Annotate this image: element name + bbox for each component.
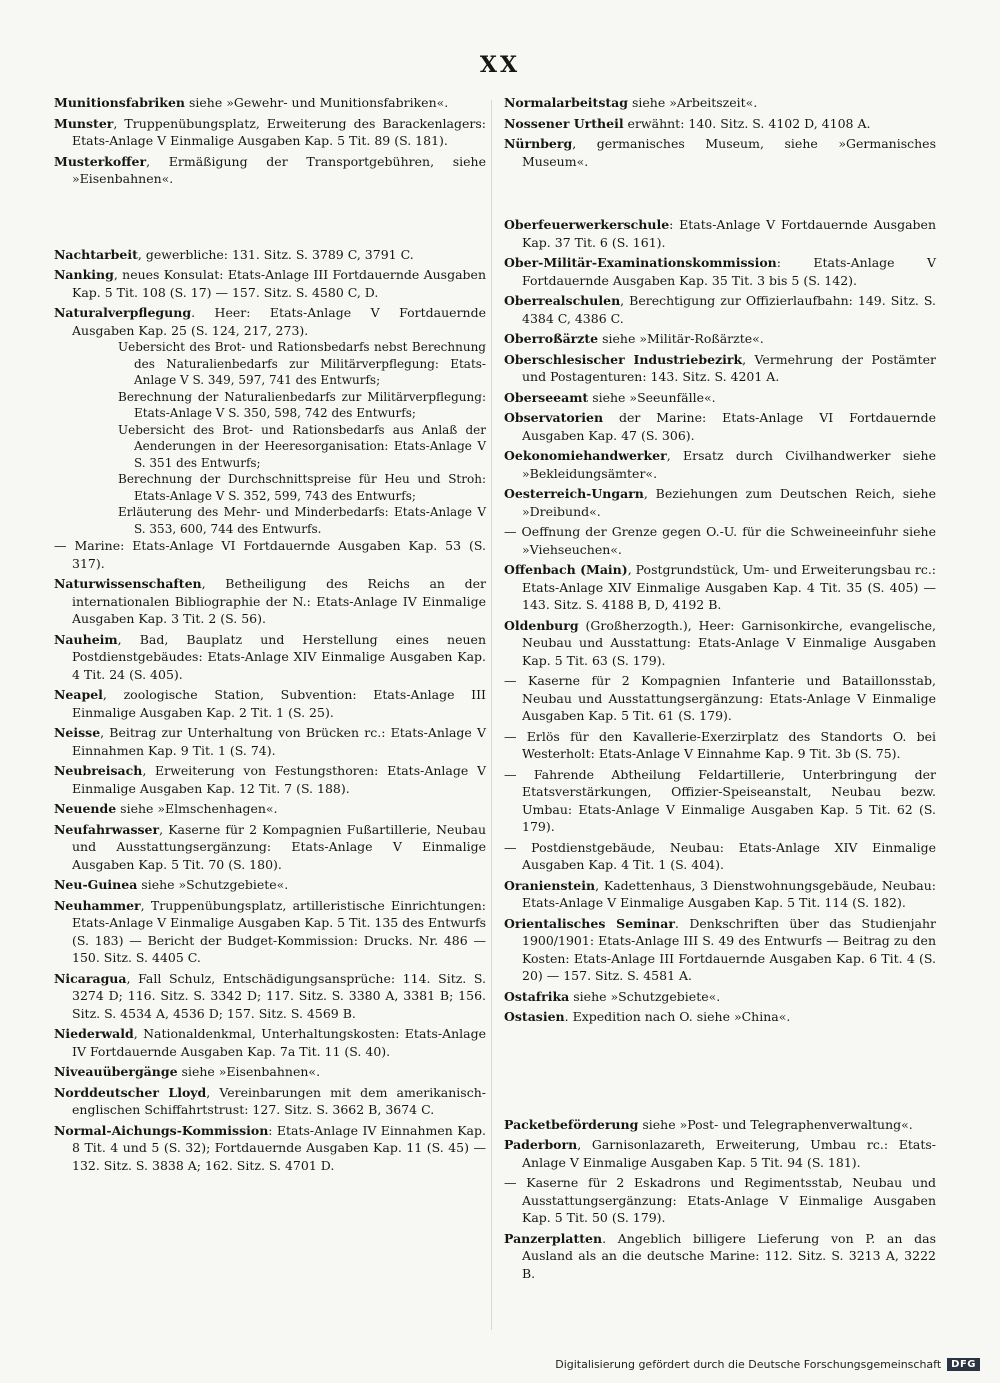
entry-text: siehe »Militär-Roßärzte«. [598, 331, 764, 346]
page-number: XX [479, 52, 521, 78]
index-entry [504, 216, 936, 251]
right-column [504, 94, 936, 1282]
entry-headword: Nachtarbeit [54, 246, 138, 262]
entry-text: , Nationaldenkmal, Unterhaltungskosten: Etats-Anlage IV Fortdauernde Ausgaben Kap. 7a Tit. 11 (S. 40). [72, 1026, 486, 1059]
entry-headword: Oberseeamt [504, 389, 589, 405]
index-entry [54, 897, 486, 967]
entry-text: , Truppenübungsplatz, artilleristische Einrichtungen: Etats-Anlage V Einmalige Ausgaben Kap. 5 Tit. 135 des Entwurfs (S. 183) — Bericht der Budget-Kommission: Drucks. Nr. 486 — 150. Sitz. S. 4405 C. [72, 897, 486, 965]
entry-text: — Oeffnung der Grenze gegen O.-U. für die Schweineeinfuhr siehe »Viehseuchen«. [504, 524, 936, 557]
entry-headword: Oranienstein [504, 877, 596, 893]
index-entry [504, 485, 936, 520]
index-entry [504, 839, 936, 874]
entry-headword: Neuende [54, 801, 117, 816]
section-gap [504, 170, 936, 216]
entry-headword: Ober-Militär-Examinationskommission [504, 255, 777, 270]
index-entry [504, 728, 936, 763]
digitization-footer [555, 1358, 980, 1371]
index-entry [54, 1063, 486, 1081]
entry-headword: Nicaragua [54, 970, 127, 986]
index-entry [504, 617, 936, 670]
entry-text: — Kaserne für 2 Eskadrons und Regimentsstab, Neubau und Ausstattungsergänzung: Etats-Anlage V Einmalige Ausgaben Kap. 5 Tit. 50 (S. 179). [504, 1175, 936, 1225]
entry-text: , Bad, Bauplatz und Herstellung eines neuen Postdienstgebäudes: Etats-Anlage XIV Einmalige Ausgaben Kap. 4 Tit. 24 (S. 405). [72, 631, 486, 682]
entry-headword: Orientalisches Seminar [504, 915, 675, 931]
index-entry [504, 447, 936, 482]
entry-headword: Munster [54, 115, 114, 131]
entry-text: siehe »Post- und Telegraphenverwaltung«. [638, 1116, 913, 1132]
index-entry [504, 351, 936, 386]
entry-headword: Oberfeuerwerkerschule [504, 217, 670, 232]
index-subentry: Berechnung der Naturalienbedarfs zur Militärverpflegung: Etats-Anlage V S. 350, 598, 742 des Entwurfs; [118, 389, 486, 420]
entry-text: siehe »Schutzgebiete«. [137, 877, 289, 892]
entry-headword: Normalarbeitstag [504, 95, 628, 110]
index-entry [54, 821, 486, 874]
entry-headword: Norddeutscher Lloyd [54, 1084, 207, 1100]
entry-headword: Naturwissenschaften [54, 576, 202, 591]
index-entry [54, 1084, 486, 1119]
entry-text: , Vereinbarungen mit dem amerikanisch-englischen Schiffahrtstrust: 127. Sitz. S. 3662 B, 3674 C. [72, 1084, 486, 1117]
entry-text: siehe »Schutzgebiete«. [569, 988, 721, 1004]
entry-text: , Garnisonlazareth, Erweiterung, Umbau rc.: Etats-Anlage V Einmalige Ausgaben Kap. 5 Tit. 94 (S. 181). [522, 1137, 936, 1170]
entry-text: , Postgrundstück, Um- und Erweiterungsbau rc.: Etats-Anlage XIV Einmalige Ausgaben Kap. 4 Tit. 35 (S. 405) — 143. Sitz. S. 4188 B, D, 4192 B. [522, 562, 937, 612]
entry-headword: Packetbeförderung [504, 1116, 639, 1132]
index-entry [54, 631, 486, 684]
index-subentry: Uebersicht des Brot- und Rationsbedarfs aus Anlaß der Aenderungen in der Heeresorganisation: Etats-Anlage V S. 351 des Entwurfs; [118, 422, 486, 470]
entry-headword: Panzerplatten [504, 1230, 603, 1246]
entry-headword: Niederwald [54, 1026, 134, 1041]
entry-text: , germanisches Museum, siehe »Germanisches Museum«. [522, 136, 936, 169]
index-entry [504, 94, 936, 112]
entry-text: , Berechtigung zur Offizierlaufbahn: 149. Sitz. S. 4384 C, 4386 C. [522, 293, 936, 326]
entry-text: — Kaserne für 2 Kompagnien Infanterie und Bataillonsstab, Neubau und Ausstattungsergänzung: Etats-Anlage V Einmalige Ausgaben Kap. 5 Tit. 61 (S. 179). [504, 673, 936, 723]
entry-text: — Erlös für den Kavallerie-Exerzirplatz des Standorts O. bei Westerholt: Etats-Anlage V Einnahme Kap. 9 Tit. 3b (S. 75). [504, 728, 936, 761]
entry-headword: Neu-Guinea [54, 877, 138, 892]
entry-headword: Neufahrwasser [54, 821, 160, 837]
entry-headword: Ostafrika [504, 988, 570, 1004]
entry-headword: Oekonomiehandwerker [504, 448, 667, 463]
entry-headword: Normal-Aichungs-Kommission [54, 1122, 269, 1138]
entry-text: , Beitrag zur Unterhaltung von Brücken rc.: Etats-Anlage V Einnahmen Kap. 9 Tit. 1 (S. 74). [72, 725, 486, 758]
entry-text: , Kaserne für 2 Kompagnien Fußartillerie, Neubau und Ausstattungsergänzung: Etats-Anlage V Einmalige Ausgaben Kap. 5 Tit. 70 (S. 180). [72, 821, 486, 872]
entry-text: siehe »Gewehr- und Munitionsfabriken«. [185, 95, 449, 110]
entry-headword: Naturalverpflegung [54, 305, 192, 320]
entry-headword: Nürnberg [504, 136, 573, 151]
entry-text: . Expedition nach O. siehe »China«. [564, 1009, 791, 1024]
entry-headword: Offenbach (Main) [504, 562, 628, 577]
entry-headword: Nossener Urtheil [504, 115, 624, 131]
entry-headword: Oesterreich-Ungarn [504, 486, 644, 501]
index-entry [504, 523, 936, 558]
entry-headword: Nauheim [54, 631, 118, 647]
index-entry [54, 115, 486, 150]
entry-headword: Musterkoffer [54, 153, 147, 169]
index-entry [54, 266, 486, 301]
entry-text: siehe »Arbeitszeit«. [627, 95, 758, 110]
entry-headword: Niveauübergänge [54, 1064, 178, 1079]
entry-text: , Fall Schulz, Entschädigungsansprüche: 114. Sitz. S. 3274 D; 116. Sitz. S. 3342 D; 117. Sitz. S. 3380 A, 3381 B; 156. Sitz. S. 4534 A, 4536 D; 157. Sitz. S. 4569 B. [72, 970, 486, 1021]
entry-text: . Heer: Etats-Anlage V Fortdauernde Ausgaben Kap. 25 (S. 124, 217, 273). [72, 305, 486, 338]
index-entry [54, 686, 486, 721]
index-entry [504, 988, 936, 1006]
index-entry [504, 330, 936, 348]
entry-text: . Denkschriften über das Studienjahr 1900/1901: Etats-Anlage III S. 49 des Entwurfs — Beitrag zu den Kosten: Etats-Anlage III Fortdauernde Ausgaben Kap. 6 Tit. 4 (S. 20) — 157. Sitz. S. 4581 A. [522, 915, 936, 983]
entry-headword: Neisse [54, 725, 101, 740]
entry-text: — Postdienstgebäude, Neubau: Etats-Anlage XIV Einmalige Ausgaben Kap. 4 Tit. 1 (S. 404). [504, 839, 936, 872]
section-gap [504, 1026, 936, 1116]
entry-headword: Oldenburg [504, 617, 579, 633]
index-entry [54, 800, 486, 818]
entry-text: , Beziehungen zum Deutschen Reich, siehe »Dreibund«. [522, 486, 936, 519]
index-entry [504, 1136, 936, 1171]
index-entry [54, 1025, 486, 1060]
entry-text: — Fahrende Abtheilung Feldartillerie, Unterbringung der Etatsverstärkungen, Offizier-Speiseanstalt, Neubau bezw. Umbau: Etats-Anlage V Einmalige Ausgaben Kap. 5 Tit. 62 (S. 179). [504, 766, 936, 834]
entry-headword: Neubreisach [54, 763, 143, 778]
index-entry [54, 970, 486, 1023]
index-entry [54, 94, 486, 112]
entry-text: siehe »Seeunfälle«. [588, 389, 716, 405]
index-entry [504, 292, 936, 327]
dfg-logo: DFG [947, 1358, 980, 1371]
index-entry [504, 915, 936, 985]
entry-text: erwähnt: 140. Sitz. S. 4102 D, 4108 A. [623, 115, 871, 131]
entry-text: , Ermäßigung der Transportgebühren, siehe »Eisenbahnen«. [72, 153, 486, 186]
entry-headword: Observatorien [504, 410, 604, 425]
entry-text: , Erweiterung von Festungsthoren: Etats-Anlage V Einmalige Ausgaben Kap. 12 Tit. 7 (S. 188). [72, 763, 486, 796]
index-entry [54, 724, 486, 759]
entry-text: (Großherzogth.), Heer: Garnisonkirche, evangelische, Neubau und Ausstattung: Etats-Anlage V Einmalige Ausgaben Kap. 5 Tit. 63 (S. 179). [522, 617, 936, 668]
footer-text: Digitalisierung gefördert durch die Deutsche Forschungsgemeinschaft [555, 1358, 942, 1371]
entry-text: siehe »Elmschenhagen«. [116, 801, 278, 816]
index-entry [504, 672, 936, 725]
index-entry [504, 766, 936, 836]
index-subentry: Berechnung der Durchschnittspreise für Heu und Stroh: Etats-Anlage V S. 352, 599, 743 des Entwurfs; [118, 472, 486, 503]
entry-text: , gewerbliche: 131. Sitz. S. 3789 C, 3791 C. [137, 246, 414, 262]
index-entry [54, 537, 486, 572]
entry-text: , zoologische Station, Subvention: Etats-Anlage III Einmalige Ausgaben Kap. 2 Tit. 1 (S. 25). [72, 687, 486, 720]
entry-headword: Oberrealschulen [504, 293, 621, 308]
entry-text: . Angeblich billigere Lieferung von P. an das Ausland als an die deutsche Marine: 112. Sitz. S. 3213 A, 3222 B. [522, 1230, 936, 1281]
index-entry [54, 575, 486, 628]
entry-headword: Oberschlesischer Industriebezirk [504, 351, 743, 367]
entry-text: , Kadettenhaus, 3 Dienstwohnungsgebäude, Neubau: Etats-Anlage V Einmalige Ausgaben Kap. 5 Tit. 114 (S. 182). [522, 877, 936, 910]
entry-headword: Neapel [54, 687, 103, 702]
index-entry [504, 1008, 936, 1026]
entry-headword: Oberroßärzte [504, 331, 599, 346]
index-entry [54, 1122, 486, 1175]
section-gap [54, 188, 486, 246]
index-entry [504, 135, 936, 170]
entry-headword: Ostasien [504, 1009, 565, 1024]
index-entry [54, 762, 486, 797]
entry-headword: Nanking [54, 267, 114, 282]
index-entry [504, 409, 936, 444]
entry-text: — Marine: Etats-Anlage VI Fortdauernde Ausgaben Kap. 53 (S. 317). [54, 538, 486, 571]
entry-text: siehe »Eisenbahnen«. [177, 1064, 321, 1079]
entry-text: , Ersatz durch Civilhandwerker siehe »Bekleidungsämter«. [522, 448, 936, 481]
entry-headword: Neuhammer [54, 897, 141, 913]
index-entry [54, 876, 486, 894]
entry-text: : Etats-Anlage IV Einnahmen Kap. 8 Tit. 4 und 5 (S. 32); Fortdauernde Ausgaben Kap. 11 (S. 45) — 132. Sitz. S. 3838 A; 162. Sitz. S. 4701 D. [72, 1122, 486, 1173]
entry-text: der Marine: Etats-Anlage VI Fortdauernde Ausgaben Kap. 47 (S. 306). [522, 410, 936, 443]
entry-text: : Etats-Anlage V Fortdauernde Ausgaben Kap. 35 Tit. 3 bis 5 (S. 142). [522, 255, 936, 288]
entry-text: , Truppenübungsplatz, Erweiterung des Barackenlagers: Etats-Anlage V Einmalige Ausgaben Kap. 5 Tit. 89 (S. 181). [72, 115, 486, 148]
left-column [54, 94, 486, 1174]
entry-text: , Vermehrung der Postämter und Postagenturen: 143. Sitz. S. 4201 A. [522, 351, 937, 384]
index-entry [54, 153, 486, 188]
index-entry [54, 246, 486, 264]
index-entry [504, 877, 936, 912]
entry-text: , Betheiligung des Reichs an der internationalen Bibliographie der N.: Etats-Anlage IV Einmalige Ausgaben Kap. 3 Tit. 2 (S. 56). [72, 576, 486, 626]
entry-headword: Munitionsfabriken [54, 95, 185, 110]
index-entry [54, 304, 486, 339]
index-entry [504, 1230, 936, 1283]
index-entry [504, 254, 936, 289]
index-entry [504, 1116, 936, 1134]
column-divider [491, 100, 492, 1330]
index-entry [504, 389, 936, 407]
index-entry [504, 1174, 936, 1227]
entry-text: , neues Konsulat: Etats-Anlage III Fortdauernde Ausgaben Kap. 5 Tit. 108 (S. 17) — 157. Sitz. S. 4580 C, D. [72, 267, 486, 300]
index-subentry: Uebersicht des Brot- und Rationsbedarfs nebst Berechnung des Naturalienbedarfs zur Militärverpflegung: Etats-Anlage V S. 349, 597, 741 des Entwurfs; [118, 340, 486, 387]
index-subentry: Erläuterung des Mehr- und Minderbedarfs: Etats-Anlage V S. 353, 600, 744 des Entwurfs. [118, 505, 486, 536]
entry-headword: Paderborn [504, 1137, 578, 1152]
index-entry [504, 561, 936, 614]
entry-text: : Etats-Anlage V Fortdauernde Ausgaben Kap. 37 Tit. 6 (S. 161). [522, 217, 936, 250]
index-entry [504, 115, 936, 133]
